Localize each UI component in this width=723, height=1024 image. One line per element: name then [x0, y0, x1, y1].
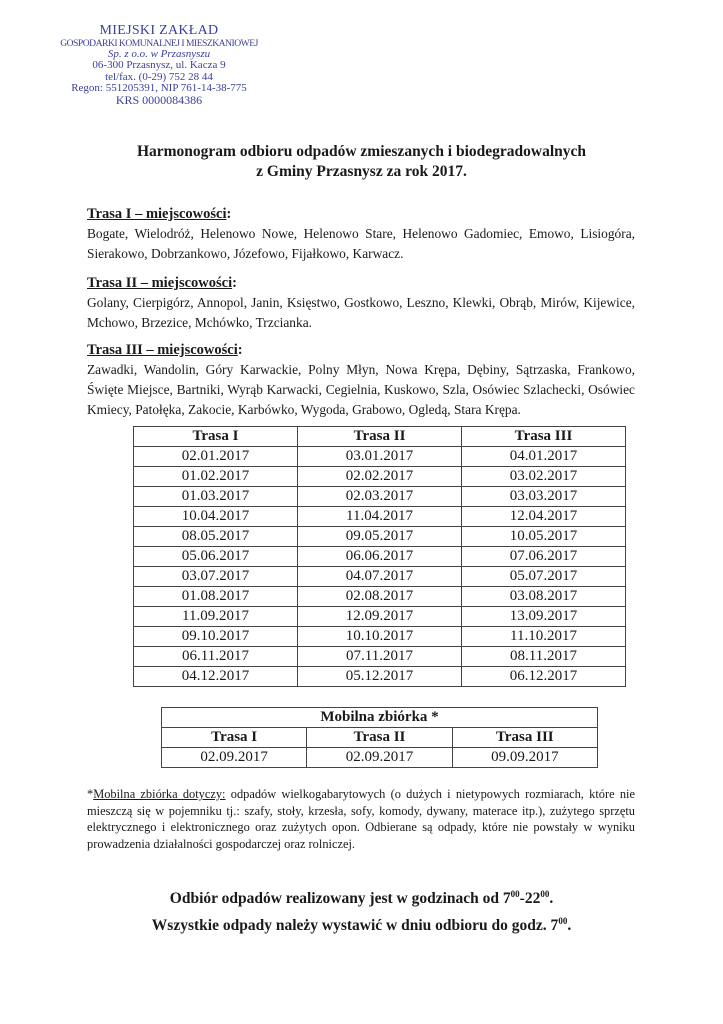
mobile-header-row	[162, 728, 598, 748]
schedule-row	[134, 547, 626, 567]
schedule-date-cell: 03.01.2017	[298, 447, 462, 467]
stamp-company-name: MIEJSKI ZAKŁAD	[99, 23, 219, 38]
schedule-date-cell: 03.02.2017	[462, 467, 626, 487]
schedule-date-cell: 06.12.2017	[462, 667, 626, 687]
schedule-row	[134, 507, 626, 527]
schedule-date-cell: 07.11.2017	[298, 647, 462, 667]
mobile-title-row	[162, 708, 598, 728]
mobile-collection-note: *Mobilna zbiórka dotyczy: odpadów wielkogabarytowych (o dużych i nietypowych rozmiarach, które nie mieszczą się w pojemniku tj.: szafy, stoły, krzesła, sofy, komody, dywany, materace itp.), zużytego sprzętu elektrycznego i elektronicznego oraz zużytych opon. Odbierane są odpady, które nie powstały w wyniku prowadzenia działalności gospodarczej oraz rolniczej.	[87, 787, 635, 851]
title-line-1: Harmonogram odbioru odpadów zmieszanych i biodegradowalnych	[136, 143, 587, 160]
schedule-row	[134, 647, 626, 667]
footer-line-2: Wszystkie odpady należy wystawić w dniu odbioru do godz. $7^{00}$.	[151, 916, 572, 934]
mobile-header-cell: Trasa II	[307, 728, 452, 748]
route-section-1	[87, 204, 635, 264]
schedule-date-cell: 01.08.2017	[134, 587, 298, 607]
schedule-date-cell: 03.03.2017	[462, 487, 626, 507]
schedule-row	[134, 667, 626, 687]
route-heading: Trasa II – miejscowości:	[87, 275, 237, 291]
schedule-date-cell: 03.08.2017	[462, 587, 626, 607]
schedule-date-cell: 08.11.2017	[462, 647, 626, 667]
stamp-phone: tel/fax. (0-29) 752 28 44	[105, 70, 213, 83]
mobile-header-cell: Trasa I	[162, 728, 307, 748]
schedule-date-cell: 02.01.2017	[134, 447, 298, 467]
mobile-collection-table	[161, 707, 598, 768]
schedule-row	[134, 567, 626, 587]
stamp-regon-nip: Regon: 551205391, NIP 761-14-38-775	[71, 82, 247, 95]
schedule-row	[134, 607, 626, 627]
footer-line-1: Odbiór odpadów realizowany jest w godzinach od $7^{00}-22^{00}$.	[169, 889, 554, 907]
schedule-date-cell: 05.12.2017	[298, 667, 462, 687]
schedule-date-cell: 06.06.2017	[298, 547, 462, 567]
mobile-date-cell: 02.09.2017	[162, 748, 307, 768]
schedule-row	[134, 627, 626, 647]
schedule-date-cell: 09.10.2017	[134, 627, 298, 647]
mobile-date-row	[162, 748, 598, 768]
stamp-company-subtitle: GOSPODARKI KOMUNALNEJ I MIESZKANIOWEJ	[60, 38, 258, 49]
schedule-date-cell: 12.04.2017	[462, 507, 626, 527]
company-stamp	[44, 24, 274, 106]
schedule-row	[134, 527, 626, 547]
schedule-row	[134, 487, 626, 507]
schedule-date-cell: 06.11.2017	[134, 647, 298, 667]
mobile-title: Mobilna zbiórka *	[162, 708, 598, 728]
schedule-row	[134, 587, 626, 607]
schedule-row	[134, 447, 626, 467]
mobile-date-cell: 02.09.2017	[307, 748, 452, 768]
route-section-2	[87, 273, 635, 333]
mobile-date-cell: 09.09.2017	[452, 748, 597, 768]
schedule-date-cell: 09.05.2017	[298, 527, 462, 547]
schedule-date-cell: 10.05.2017	[462, 527, 626, 547]
schedule-header-cell: Trasa II	[298, 427, 462, 447]
schedule-date-cell: 10.10.2017	[298, 627, 462, 647]
note-label: Mobilna zbiórka dotyczy:	[93, 787, 226, 801]
schedule-date-cell: 05.07.2017	[462, 567, 626, 587]
schedule-header-cell: Trasa III	[462, 427, 626, 447]
schedule-date-cell: 11.09.2017	[134, 607, 298, 627]
title-line-2: z Gminy Przasnysz za rok 2017.	[256, 163, 467, 180]
stamp-krs: KRS 0000084386	[115, 92, 203, 107]
stamp-address: 06-300 Przasnysz, ul. Kacza 9	[92, 59, 226, 72]
document-title	[0, 142, 723, 182]
schedule-date-cell: 04.07.2017	[298, 567, 462, 587]
schedule-date-cell: 01.03.2017	[134, 487, 298, 507]
schedule-date-cell: 08.05.2017	[134, 527, 298, 547]
schedule-date-cell: 11.04.2017	[298, 507, 462, 527]
schedule-date-cell: 11.10.2017	[462, 627, 626, 647]
stamp-company-form: Sp. z o.o. w Przasnyszu	[107, 48, 211, 60]
route-places: Golany, Cierpigórz, Annopol, Janin, Księstwo, Gostkowo, Leszno, Klewki, Obrąb, Mirów, Kijewice, Mchowo, Brzezice, Mchówko, Trzcianka.	[87, 295, 635, 330]
schedule-date-cell: 13.09.2017	[462, 607, 626, 627]
route-heading: Trasa III – miejscowości:	[87, 342, 243, 358]
schedule-date-cell: 03.07.2017	[134, 567, 298, 587]
schedule-header-row	[134, 427, 626, 447]
schedule-row	[134, 467, 626, 487]
schedule-date-cell: 10.04.2017	[134, 507, 298, 527]
schedule-date-cell: 02.08.2017	[298, 587, 462, 607]
route-section-3	[87, 340, 635, 420]
schedule-date-cell: 05.06.2017	[134, 547, 298, 567]
schedule-header-cell: Trasa I	[134, 427, 298, 447]
mobile-header-cell: Trasa III	[452, 728, 597, 748]
footer-notice	[0, 883, 723, 937]
route-heading: Trasa I – miejscowości:	[87, 206, 232, 222]
schedule-date-cell: 04.01.2017	[462, 447, 626, 467]
schedule-date-cell: 02.03.2017	[298, 487, 462, 507]
note-text: odpadów wielkogabarytowych (o dużych i nietypowych rozmiarach, które nie mieszczą się w pojemniku tj.: szafy, stoły, krzesła, sofy, komody, dywany, materace itp.), zużytego sprzętu elektrycznego i elektronicznego oraz zużytych opon. Odbierane są odpady, które nie powstały w wyniku prowadzenia działalności gospodarczej oraz rolniczej.	[87, 787, 635, 851]
route-places: Zawadki, Wandolin, Góry Karwackie, Polny Młyn, Nowa Krępa, Dębiny, Sątrzaska, Frankowo, Święte Miejsce, Bartniki, Wyrąb Karwacki, Cegielnia, Kuskowo, Szla, Osówiec Szlachecki, Osówiec Kmiecy, Patołęka, Zakocie, Karbówko, Wygoda, Grabowo, Ogledą, Stara Krępa.	[87, 362, 635, 417]
schedule-table	[133, 426, 626, 687]
schedule-date-cell: 01.02.2017	[134, 467, 298, 487]
schedule-date-cell: 12.09.2017	[298, 607, 462, 627]
route-places: Bogate, Wielodróż, Helenowo Nowe, Helenowo Stare, Helenowo Gadomiec, Emowo, Lisiogóra, Sierakowo, Dobrzankowo, Józefowo, Fijałkowo, Karwacz.	[87, 226, 635, 261]
schedule-date-cell: 04.12.2017	[134, 667, 298, 687]
schedule-date-cell: 02.02.2017	[298, 467, 462, 487]
schedule-date-cell: 07.06.2017	[462, 547, 626, 567]
